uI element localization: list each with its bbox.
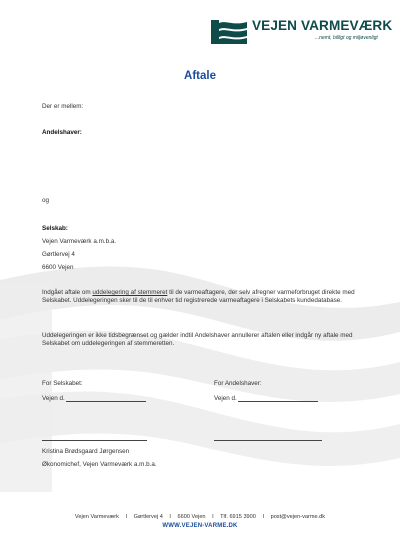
company-name: Vejen Varmeværk a.m.b.a. [42,238,117,245]
paragraph-duration: Uddelegeringen er ikke tidsbegrænset og gælder indtil Andelshaver annullerer aftalen eller indgår ny aftale med Selskabet om uddelegeringen af stemmeretten. [42,332,353,348]
and-word: og [42,197,50,204]
company-city: 6600 Vejen [42,264,74,271]
page-title: Aftale [184,70,216,82]
footer-separator: I [262,514,265,520]
signer-title: Økonomichef, Vejen Varmeværk a.m.b.a. [42,461,157,468]
paragraph-delegation-post: til de varmeaftagere, der selv afregner varmeforbruget direkte med Selskabet. Uddelegeringen sker til de til enhver tid registrerede varmeaftagere i Selskabets kundedatabase. [42,289,355,305]
right-signature-line [214,440,322,441]
footer-website[interactable]: WWW.VEJEN-VARME.DK [162,523,238,529]
signer-name: Kristina Brødsgaard Jørgensen [42,448,130,455]
left-signature-label: For Selskabet: [42,380,83,387]
right-date-label: Vejen d. [214,395,237,402]
delegation-link[interactable]: uddelegering af stemmeret [92,289,168,296]
footer-company: Vejen Varmeværk [74,514,119,520]
company-label: Selskab: [42,225,68,232]
footer-address: Gørtlervej 4 [133,514,163,520]
left-signature-line [42,440,147,441]
member-label: Andelshaver: [42,129,82,136]
left-date-line [66,401,146,402]
logo-wave-icon [211,20,247,44]
footer-city: 6600 Vejen [177,514,206,520]
company-logo [211,18,391,48]
intro-text: Der er mellem: [42,103,84,110]
right-signature-label: For Andelshaver: [214,380,262,387]
company-street: Gørtlervej 4 [42,251,75,258]
footer-separator: I [212,514,214,520]
left-date-label: Vejen d. [42,395,65,402]
logo-tagline: ...nemt, billigt og miljøvenligt [315,35,378,41]
footer-contact [0,514,400,520]
paragraph-delegation-pre: Indgået aftale om [42,289,93,296]
footer-phone: Tlf. 6915 3900 [220,514,256,520]
logo-name: VEJEN VARMEVÆRK [252,18,393,33]
paragraph-delegation [42,289,357,306]
footer-separator: I [169,514,171,520]
footer-email[interactable]: post@vejen-varme.dk [270,514,326,520]
right-date-line [238,401,318,402]
footer-separator: I [125,514,128,520]
